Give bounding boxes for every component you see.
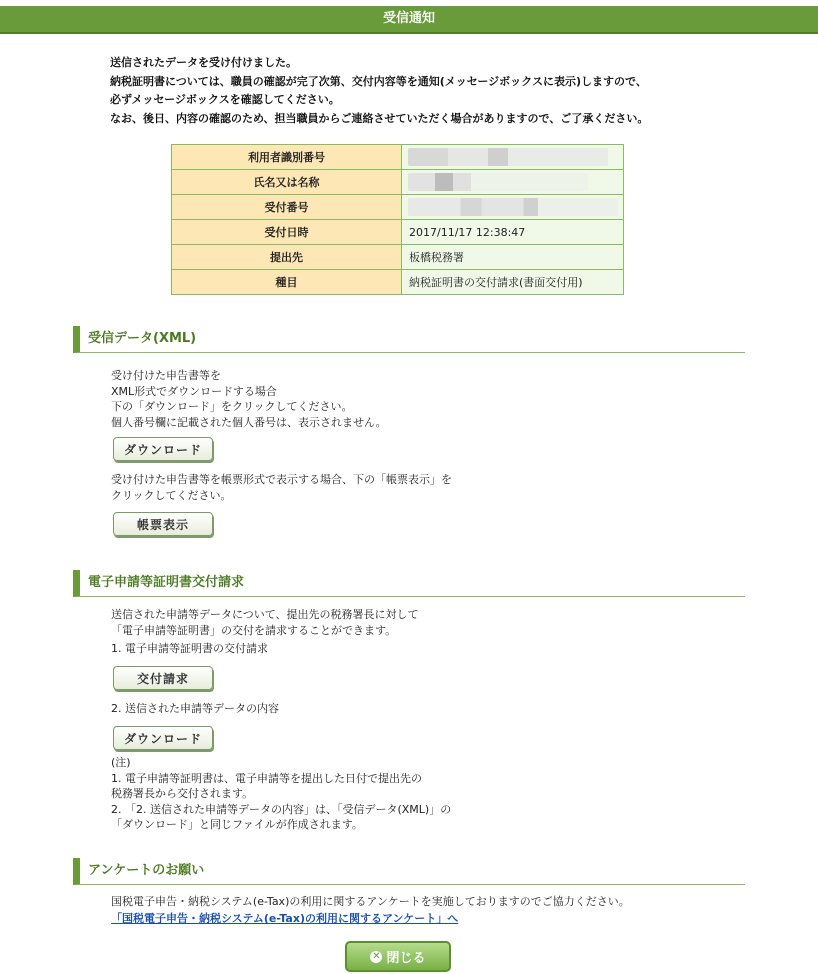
receipt-number-label: 受付番号 [172, 195, 402, 220]
intro-line: 必ずメッセージボックスを確認してください。 [110, 93, 340, 106]
table-row [172, 145, 624, 170]
table-row [172, 170, 624, 195]
destination-value: 板橋税務署 [402, 245, 624, 270]
close-button-label: 閉じる [386, 951, 426, 966]
description-line: 「電子申請等証明書」の交付を請求することができます。 [111, 623, 397, 637]
name-label: 氏名又は名称 [172, 170, 402, 195]
xml-download-description [111, 368, 387, 430]
xml-download-button[interactable]: ダウンロード [113, 437, 213, 461]
survey-description: 国税電子申告・納税システム(e-Tax)の利用に関するアンケートを実施しておりますのでご協力ください。 [111, 895, 630, 908]
form-view-button[interactable]: 帳票表示 [113, 512, 213, 536]
note-line: 1. 電子申請等証明書は、電子申請等を提出した日付で提出先の [111, 771, 422, 785]
note-line: 税務署長から交付されます。 [111, 787, 254, 800]
description-line: 送信された申請等データについて、提出先の税務署長に対して [111, 608, 419, 621]
certificate-item-1: 1. 電子申請等証明書の交付請求 [111, 642, 268, 655]
description-line: クリックしてください。 [111, 488, 232, 502]
page-title: 受信通知 [0, 6, 818, 34]
category-label: 種目 [172, 270, 402, 295]
application-data-download-button[interactable]: ダウンロード [113, 726, 213, 750]
intro-line: 送信されたデータを受け付けました。 [110, 56, 297, 69]
category-value: 納税証明書の交付請求(書面交付用) [402, 270, 624, 295]
close-icon: ✕ [372, 950, 381, 962]
name-value [402, 170, 624, 195]
table-row [172, 220, 624, 245]
description-line: 個人番号欄に記載された個人番号は、表示されません。 [111, 415, 387, 429]
intro-message [110, 54, 648, 128]
intro-line: なお、後日、内容の確認のため、担当職員からご連絡させていただく場合がありますので、ご了承ください。 [110, 111, 649, 125]
receipt-datetime-value: 2017/11/17 12:38:47 [402, 220, 624, 245]
form-view-description [111, 472, 452, 503]
masked-value [408, 173, 588, 191]
note-line: 「ダウンロード」と同じファイルが作成されます。 [111, 818, 363, 831]
table-row [172, 245, 624, 270]
section-heading-survey: アンケートのお願い [73, 858, 745, 885]
destination-label: 提出先 [172, 245, 402, 270]
note-line: 2. 「2. 送信された申請等データの内容」は、「受信データ(XML)」の [111, 802, 452, 816]
certificate-description [111, 607, 419, 657]
masked-value [408, 198, 618, 216]
table-row [172, 270, 624, 295]
survey-link[interactable]: 「国税電子申告・納税システム(e-Tax)の利用に関するアンケート」へ [111, 912, 459, 925]
note-line: (注) [111, 756, 131, 769]
receipt-number-value [402, 195, 624, 220]
section-heading-xml: 受信データ(XML) [73, 326, 745, 353]
description-line: XML形式でダウンロードする場合 [111, 384, 277, 398]
description-line: 受け付けた申告書等を帳票形式で表示する場合、下の「帳票表示」を [111, 473, 452, 486]
receipt-datetime-label: 受付日時 [172, 220, 402, 245]
intro-line: 納税証明書については、職員の確認が完了次第、交付内容等を通知(メッセージボックスに表示)しますので、 [110, 74, 647, 88]
close-button[interactable] [345, 941, 451, 972]
certificate-request-button[interactable]: 交付請求 [113, 666, 213, 690]
certificate-item-2: 2. 送信された申請等データの内容 [111, 702, 279, 715]
user-id-label: 利用者識別番号 [172, 145, 402, 170]
receipt-info-table [171, 144, 624, 295]
section-heading-certificate: 電子申請等証明書交付請求 [73, 570, 745, 597]
certificate-notes [111, 755, 451, 833]
description-line: 下の「ダウンロード」をクリックしてください。 [111, 400, 353, 413]
table-row [172, 195, 624, 220]
masked-value [408, 148, 608, 166]
description-line: 受け付けた申告書等を [111, 369, 221, 382]
user-id-value [402, 145, 624, 170]
